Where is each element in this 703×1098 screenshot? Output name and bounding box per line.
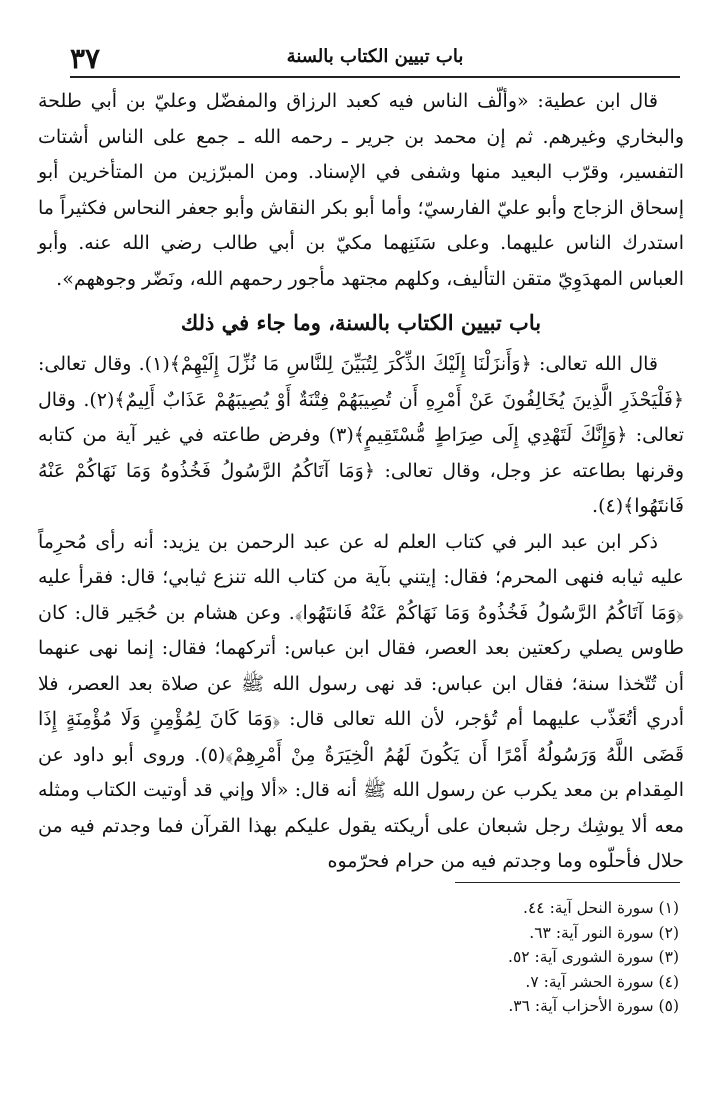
paragraph-quran-verses: قال الله تعالى: ﴿وَأَنزَلْنَا إِلَيْكَ الذِّكْرَ لِتُبَيِّنَ لِلنَّاسِ مَا نُزِّلَ إِلَيْهِمْ﴾(١). وقال تعالى: ﴿فَلْيَحْذَرِ الَّذِينَ يُخَالِفُونَ عَنْ أَمْرِهِ أَن تُصِيبَهُمْ فِتْنَةٌ أَوْ يُصِيبَهُمْ عَذَابٌ أَلِيمٌ﴾(٢). وقال تعالى: ﴿وَإِنَّكَ لَتَهْدِي إِلَى صِرَاطٍ مُّسْتَقِيمٍ﴾(٣) وفرض طاعته في غير آية من كتابه وقرنها بطاعته عز وجل، وقال تعالى: ﴿وَمَا آتَاكُمُ الرَّسُولُ فَخُذُوهُ وَمَا نَهَاكُمْ عَنْهُ فَانتَهُوا﴾(٤).	[38, 353, 684, 517]
main-text	[38, 84, 684, 880]
footnote-item: (٣) سورة الشورى آية: ٥٢.	[508, 948, 679, 966]
paragraph-hadith-reports: ذكر ابن عبد البر في كتاب العلم له عن عبد الرحمن بن يزيد: أنه رأى مُحرِماً عليه ثيابه فنهى المحرم؛ فقال: إيتني بآية من كتاب الله تنزع ثيابي؛ قال: فقرأ عليه ﴿وَمَا آتَاكُمُ الرَّسُولُ فَخُذُوهُ وَمَا نَهَاكُمْ عَنْهُ فَانتَهُوا﴾. وعن هشام بن حُجَير قال: كان طاوس يصلي ركعتين بعد العصر، فقال ابن عباس: أتركهما؛ فقال: إنما نهى عنهما أن تُتّخذا سنة؛ فقال ابن عباس: قد نهى رسول الله ﷺ عن صلاة بعد العصر، فلا أدري أتُعَذّب عليهما أم تُؤجر، لأن الله تعالى قال: ﴿وَمَا كَانَ لِمُؤْمِنٍ وَلَا مُؤْمِنَةٍ إِذَا قَضَى اللَّهُ وَرَسُولُهُ أَمْرًا أَن يَكُونَ لَهُمُ الْخِيَرَةُ مِنْ أَمْرِهِمْ﴾(٥). وروى أبو داود عن المِقدام بن معد يكرب عن رسول الله ﷺ أنه قال: «ألا وإني قد أوتيت الكتاب ومثله معه ألا يوشِك رجل شبعان على أريكته يقول عليكم بهذا القرآن فما وجدتم فيه من حلال فأحلّوه وما وجدتم فيه من حرام فحرّموه	[38, 530, 685, 872]
footnote-item: (٤) سورة الحشر آية: ٧.	[525, 972, 679, 991]
running-header	[70, 36, 680, 76]
footnote-item: (٥) سورة الأحزاب آية: ٣٦.	[508, 997, 679, 1015]
footnote-item: (٢) سورة النور آية: ٦٣.	[529, 923, 679, 942]
footnote-item: (١) سورة النحل آية: ٤٤.	[523, 899, 679, 917]
section-heading: باب تبيين الكتاب بالسنة، وما جاء في ذلك	[180, 310, 542, 335]
footnotes-list	[379, 896, 679, 1019]
footnote-rule	[455, 882, 680, 883]
header-rule	[70, 76, 680, 78]
paragraph-ibn-atiyya: قال ابن عطية: «وألّف الناس فيه كعبد الرزاق والمفضّل وعليّ بن أبي طلحة والبخاري وغيرهم. ثم إن محمد بن جرير ـ رحمه الله ـ جمع على الناس أشتات التفسير، وقرّب البعيد منها وشفى في الإسناد. ومن المبرّزين من المتأخرين أبو إسحاق الزجاج وأبو عليّ الفارسيّ؛ وأما أبو بكر النقاش وأبو جعفر النحاس فكثيراً ما استدرك الناس عليهما. وعلى سَنَنِهما مكيّ بن أبي طالب رضي الله عنه. وأبو العباس المهدَوِيّ متقن التأليف، وكلهم مجتهد مأجور رحمهم الله، ونَضّر وجوههم».	[38, 90, 684, 290]
page-number: ٣٧	[70, 42, 101, 75]
running-title: باب تبيين الكتاب بالسنة	[286, 46, 464, 67]
